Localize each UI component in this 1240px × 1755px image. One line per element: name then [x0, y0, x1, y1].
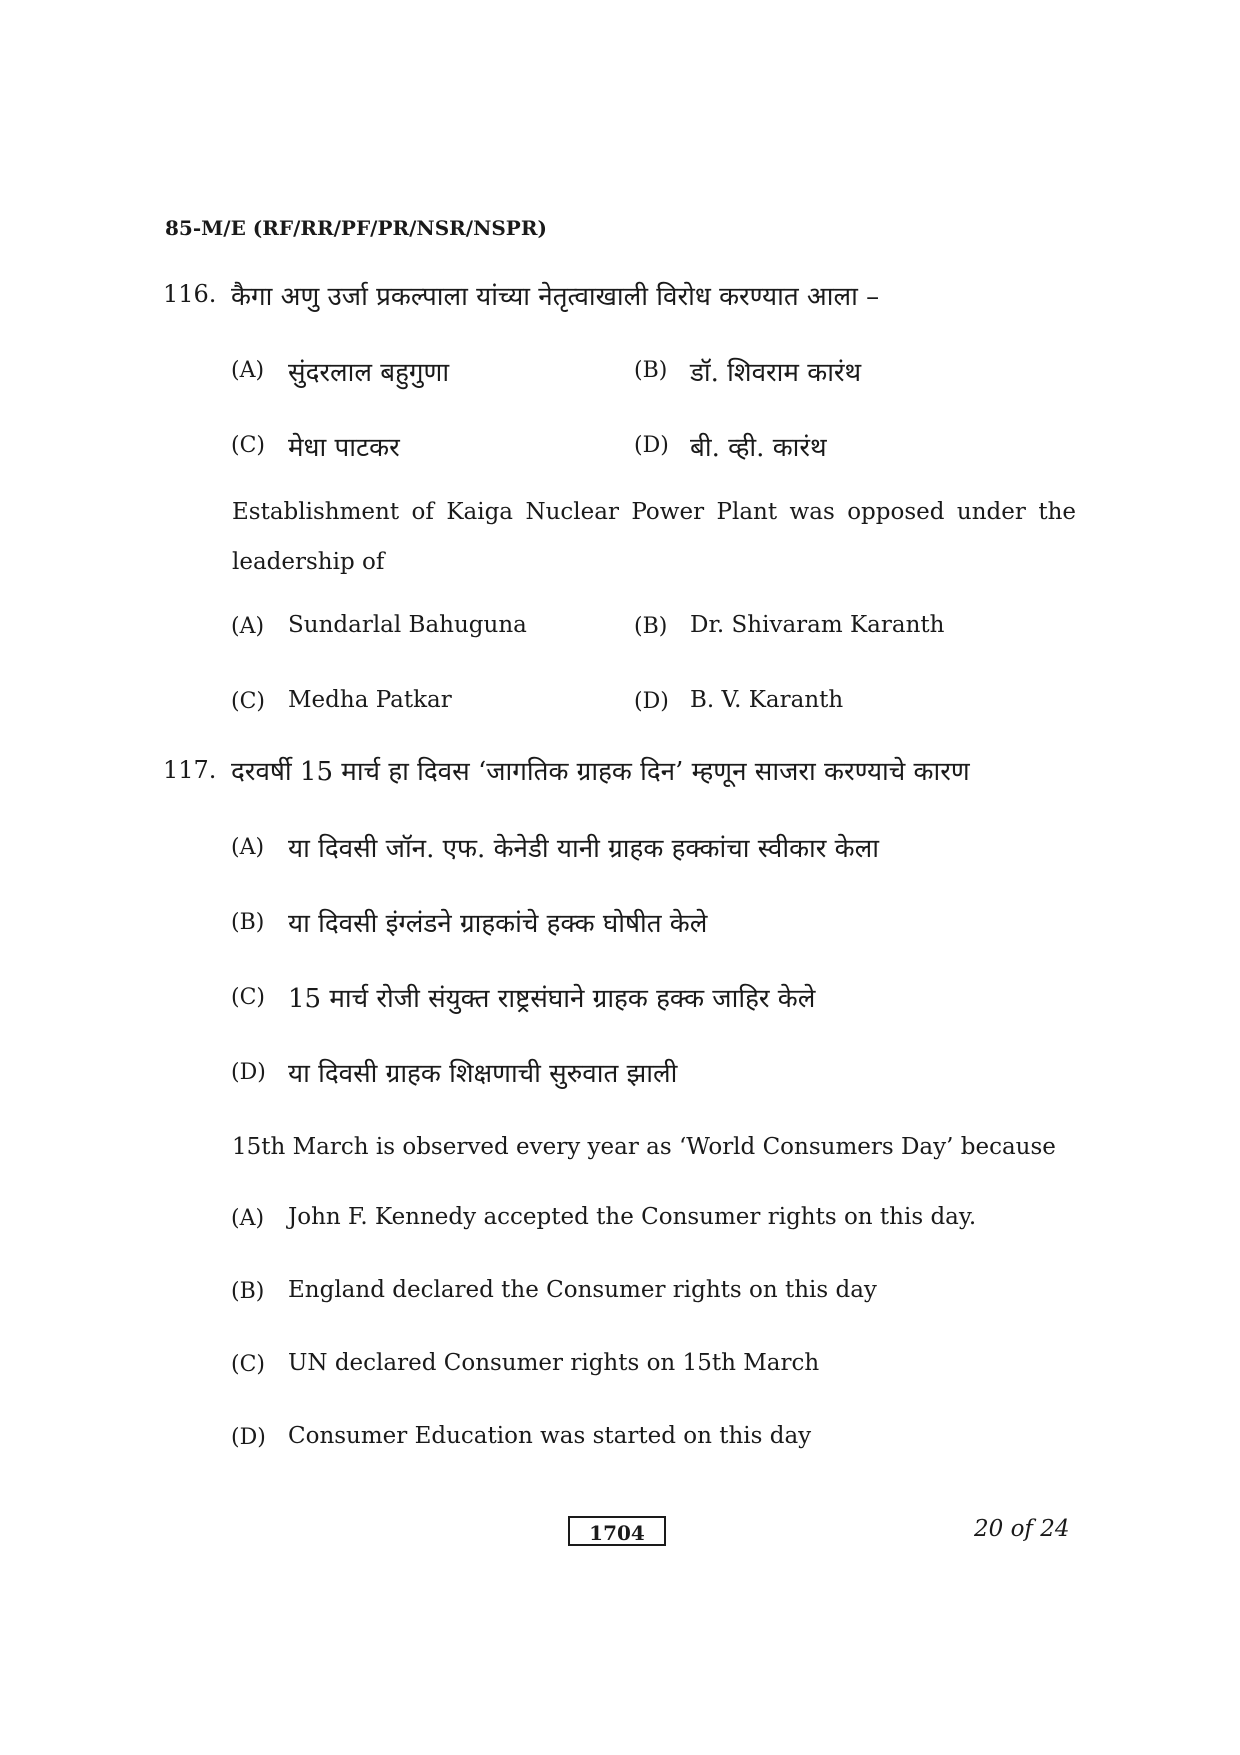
option-letter: (A): [231, 835, 265, 860]
option-letter: (A): [231, 358, 265, 383]
exam-code: 85-M/E (RF/RR/PF/PR/NSR/NSPR): [165, 216, 547, 240]
option-letter: (D): [231, 1425, 266, 1450]
option-text-english: John F. Kennedy accepted the Consumer rights on this day.: [288, 1204, 977, 1230]
option-letter: (C): [231, 1352, 265, 1377]
option-text-english: Sundarlal Bahuguna: [288, 612, 527, 638]
option-letter: (B): [634, 358, 668, 383]
option-text-marathi: या दिवसी जॉन. एफ. केनेडी यानी ग्राहक हक्कांचा स्वीकार केला: [288, 834, 879, 864]
option-letter: (D): [634, 689, 669, 714]
booklet-code-box: 1704: [568, 1516, 666, 1546]
option-text-marathi: बी. व्ही. कारंथ: [690, 433, 827, 463]
question-text-marathi: कैगा अणु उर्जा प्रकल्पाला यांच्या नेतृत्वाखाली विरोध करण्यात आला –: [231, 282, 880, 312]
option-text-english: B. V. Karanth: [690, 687, 844, 713]
option-letter: (B): [231, 1279, 265, 1304]
option-letter: (D): [634, 433, 669, 458]
option-letter: (D): [231, 1060, 266, 1085]
question-number: 117.: [163, 756, 217, 784]
option-text-english: Medha Patkar: [288, 687, 452, 713]
option-text-marathi: सुंदरलाल बहुगुणा: [288, 358, 450, 388]
option-text-marathi: या दिवसी ग्राहक शिक्षणाची सुरुवात झाली: [288, 1059, 678, 1089]
option-text-english: UN declared Consumer rights on 15th March: [288, 1350, 820, 1376]
option-letter: (A): [231, 614, 265, 639]
option-letter: (C): [231, 433, 265, 458]
option-letter: (B): [231, 910, 265, 935]
option-letter: (B): [634, 614, 668, 639]
option-text-marathi: डॉ. शिवराम कारंथ: [690, 358, 862, 388]
question-text-english-cont: leadership of: [232, 549, 385, 575]
option-text-marathi: 15 मार्च रोजी संयुक्त राष्ट्रसंघाने ग्राहक हक्क जाहिर केले: [288, 984, 816, 1014]
question-text-english: Establishment of Kaiga Nuclear Power Plant was opposed under the: [232, 499, 1076, 525]
option-letter: (A): [231, 1206, 265, 1231]
option-text-marathi: या दिवसी इंग्लंडने ग्राहकांचे हक्क घोषीत केले: [288, 909, 708, 939]
option-text-english: England declared the Consumer rights on this day: [288, 1277, 877, 1303]
option-letter: (C): [231, 985, 265, 1010]
page-number: 20 of 24: [974, 1516, 1070, 1542]
option-text-english: Dr. Shivaram Karanth: [690, 612, 945, 638]
question-number: 116.: [163, 280, 217, 308]
option-letter: (C): [231, 689, 265, 714]
question-text-marathi: दरवर्षी 15 मार्च हा दिवस ‘जागतिक ग्राहक दिन’ म्हणून साजरा करण्याचे कारण: [231, 757, 970, 787]
option-text-marathi: मेधा पाटकर: [288, 433, 400, 463]
question-text-english: 15th March is observed every year as ‘World Consumers Day’ because: [232, 1134, 1056, 1160]
option-text-english: Consumer Education was started on this day: [288, 1423, 812, 1449]
